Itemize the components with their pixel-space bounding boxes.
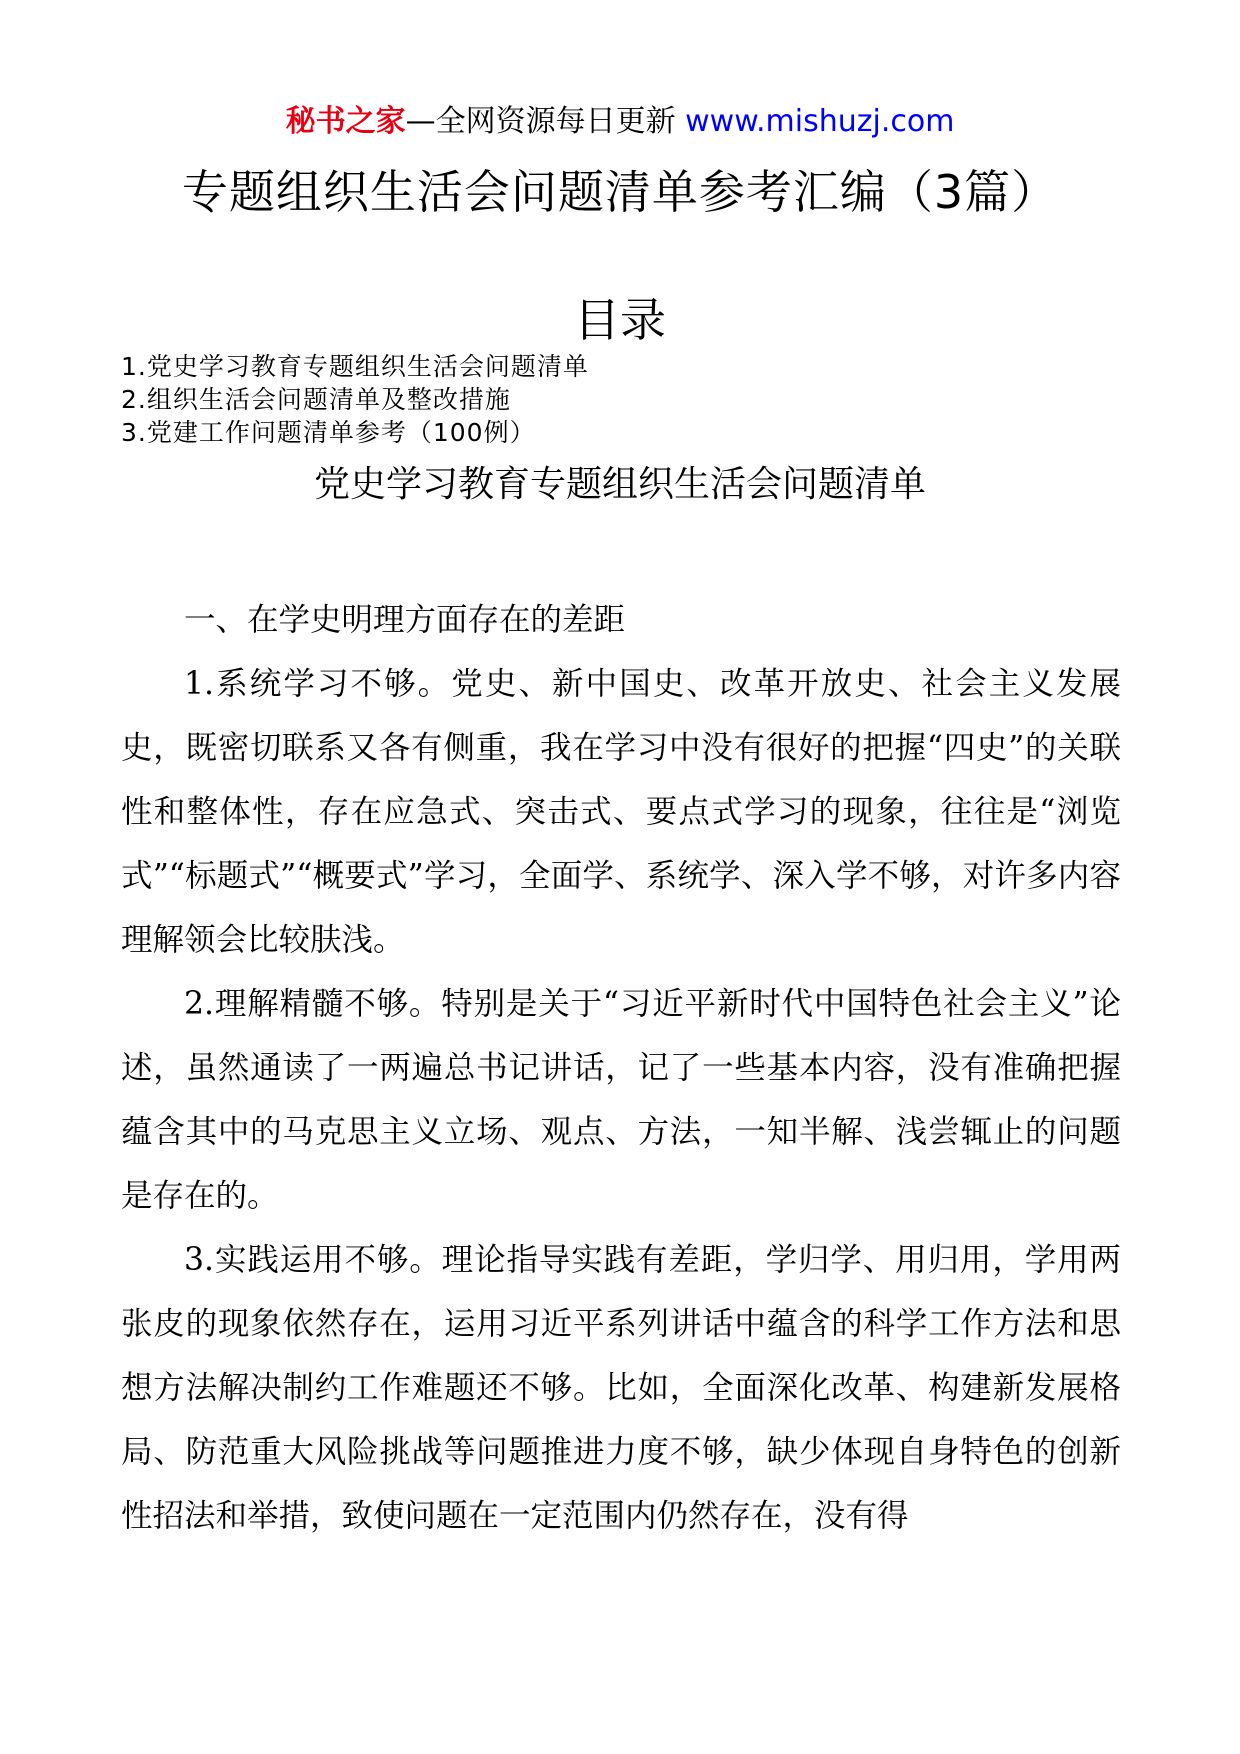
body-paragraph: 1.系统学习不够。党史、新中国史、改革开放史、社会主义发展史，既密切联系又各有侧重，我在学习中没有很好的把握“四史”的关联性和整体性，存在应急式、突击式、要点式学习的现象，往往是“浏览式”“标题式”“概要式”学习，全面学、系统学、深入学不够，对许多内容理解领会比较肤浅。 (121, 666, 1121, 958)
site-header (0, 102, 1240, 142)
toc-item[interactable]: 1.党史学习教育专题组织生活会问题清单 (121, 352, 589, 381)
site-tagline: —全网资源每日更新 (405, 104, 686, 139)
document-body (121, 588, 1121, 1548)
table-of-contents (121, 350, 1021, 449)
document-title: 专题组织生活会问题清单参考汇编（3篇） (181, 165, 1059, 219)
toc-item[interactable]: 3.党建工作问题清单参考（100例） (121, 418, 536, 447)
site-brand: 秘书之家 (285, 104, 406, 139)
body-paragraph: 3.实践运用不够。理论指导实践有差距，学归学、用归用，学用两张皮的现象依然存在，运用习近平系列讲话中蕴含的科学工作方法和思想方法解决制约工作难题还不够。比如，全面深化改革、构建新发展格局、防范重大风险挑战等问题推进力度不够，缺少体现自身特色的创新性招法和举措，致使问题在一定范围内仍然存在，没有得 (121, 1242, 1121, 1534)
site-url-link[interactable]: www.mishuzj.com (685, 104, 955, 139)
body-paragraph: 2.理解精髓不够。特别是关于“习近平新时代中国特色社会主义”论述，虽然通读了一两遍总书记讲话，记了一些基本内容，没有准确把握蕴含其中的马克思主义立场、观点、方法，一知半解、浅尝辄止的问题是存在的。 (121, 986, 1121, 1214)
section-title: 党史学习教育专题组织生活会问题清单 (313, 464, 926, 505)
section-subheading: 一、在学史明理方面存在的差距 (184, 602, 626, 638)
toc-heading: 目录 (574, 293, 666, 347)
toc-item[interactable]: 2.组织生活会问题清单及整改措施 (121, 385, 511, 414)
